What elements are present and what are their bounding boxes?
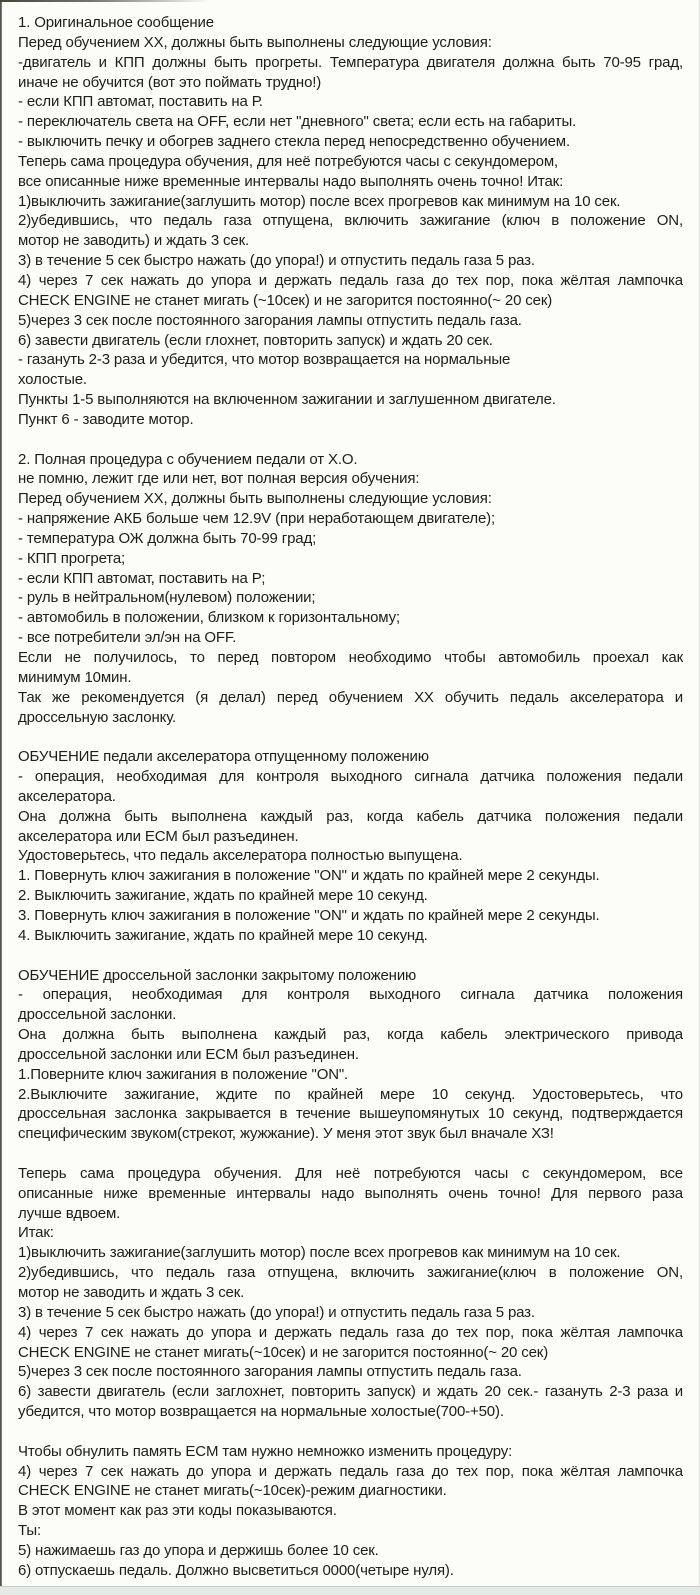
text-line: 5)через 3 сек после постоянного загорания лампы отпустить педаль газа. [18,1363,522,1381]
text-line: убедится, что мотор возвращается на нормальные холостые(700-+50). [18,1403,504,1421]
text-line: Перед обучением ХХ, должны быть выполнены следующие условия: [18,33,492,51]
text-line: 2.Выключите зажигание, ждите по крайней мере 10 секунд. Удостоверьтесь, что [18,1085,683,1103]
text-line: 1.Поверните ключ зажигания в положение "ON". [18,1065,349,1083]
text-line: мотор не заводить и ждать 3 сек. [18,1284,245,1301]
text-line: Если не получилось, то перед повтором необходимо чтобы автомобиль проехал как [18,649,683,666]
text-line: Перед обучением ХХ, должны быть выполнены следующие условия: [18,490,492,508]
text-line: 2)убедившись, что педаль газа отпущена, включить зажигание(ключ в положение ON, [18,1264,683,1282]
text-line: 6) завести двигатель (если заглохнет, повторить запуск) и ждать 20 сек.- газануть 2-3 раза и [18,1383,683,1401]
text-line: Пункт 6 - заводите мотор. [18,410,194,428]
text-line: 5) нажимаешь газ до упора и держишь более 10 сек. [18,1541,379,1559]
text-line: Теперь сама процедура обучения. Для неё потребуются часы с секундомером, все [18,1164,683,1182]
blank-line [18,430,683,450]
text-line: 4) через 7 сек нажать до упора и держать педаль газа до тех пор, пока жёлтая лампочка [18,1323,683,1341]
text-line: 1. Повернуть ключ зажигания в положение "ON" и ждать по крайней мере 2 секунды. [18,867,600,885]
blank-line [18,727,683,747]
text-line: дроссельную заслонку. [18,708,177,726]
text-line: CHECK ENGINE не станет мигать(~10сек)-режим диагностики. [18,1482,447,1500]
text-line: Ты: [18,1522,42,1540]
text-line: Итак: [18,1224,54,1242]
text-line: минимум 10мин. [18,668,132,686]
text-line: - если КПП автомат, поставить на Р. [18,93,263,111]
text-line: ОБУЧЕНИЕ дроссельной заслонки закрытому положению [18,966,417,984]
left-edge-shadow [0,0,2,1588]
text-line: - температура ОЖ должна быть 70-99 град; [18,529,317,547]
text-line: -двигатель и КПП должны быть прогреты. Температура двигателя должна быть 70-95 град, [18,53,683,71]
text-line: дроссельной заслонки. [18,1006,177,1024]
text-line: 4. Выключить зажигание, ждать по крайней мере 10 секунд. [18,926,428,944]
text-line: холостые. [18,371,87,389]
text-line: Чтобы обнулить память ECM там нужно немножко изменить процедуру: [18,1442,513,1460]
blank-line [18,1144,683,1164]
text-line: иначе не обучится (вот это поймать трудно!) [18,73,322,91]
text-line: 3) в течение 5 сек быстро нажать (до упора!) и отпустить педаль газа 5 раз. [18,252,535,270]
text-line: дроссельной заслонки или ECM был разъединен. [18,1045,359,1063]
text-line: 2. Выключить зажигание, ждать по крайней мере 10 секунд. [18,887,428,905]
text-line: 2. Полная процедура с обучением педали от Х.О. [18,450,358,468]
text-line: 1. Оригинальное сообщение [18,14,214,31]
text-line: 1)выключить зажигание(заглушить мотор) после всех прогревов как минимум на 10 сек. [18,192,621,210]
text-line: специфическим звуком(стрекот, жужжание). У меня этот звук был вначале ХЗ! [18,1125,554,1143]
text-line: ОБУЧЕНИЕ педали акселератора отпущенному положению [18,748,429,766]
blank-line [18,1422,683,1442]
text-line: Пункты 1-5 выполняются на включенном зажигании и заглушенном двигателе. [18,391,556,409]
text-line: Так же рекомендуется (я делал) перед обучением ХХ обучить педаль акселератора и [18,688,683,706]
text-line: - все потребители эл/эн на OFF. [18,629,237,647]
text-line: - если КПП автомат, поставить на Р; [18,569,266,587]
text-line: - газануть 2-3 раза и убедится, что мотор возвращается на нормальные [18,351,511,369]
text-line: - автомобиль в положении, близком к горизонтальному; [18,609,401,627]
text-line: не помню, лежит где или нет, вот полная версия обучения: [18,470,420,488]
text-line: акселератора. [18,787,116,805]
blank-line [18,946,683,966]
text-line: 1)выключить зажигание(заглушить мотор) после всех прогревов как минимум на 10 сек. [18,1244,621,1262]
text-line: 6) отпускаешь педаль. Должно высветиться 0000(четыре нуля). [18,1561,454,1579]
text-line: 3. Повернуть ключ зажигания в положение "ON" и ждать по крайней мере 2 секунды. [18,906,600,924]
text-line: мотор не заводить) и ждать 3 сек. [18,232,250,250]
text-line: CHECK ENGINE не станет мигать (~10сек) и не загорится постоянно(~ 20 сек) [18,291,553,309]
text-line: описанные ниже временные интервалы надо выполнять очень точно! Для первого раза [18,1184,683,1202]
text-line: лучше вдвоем. [18,1204,121,1222]
text-line: 5)через 3 сек после постоянного загорания лампы отпустить педаль газа. [18,311,522,329]
text-line: CHECK ENGINE не станет мигать(~10сек) и не загорится постоянно(~ 20 сек) [18,1343,549,1361]
text-line: Она должна быть выполнена каждый раз, когда кабель электрического привода [18,1026,683,1044]
text-line: 4) через 7 сек нажать до упора и держать педаль газа до тех пор, пока жёлтая лампочка [18,1462,683,1480]
text-line: 3) в течение 5 сек быстро нажать (до упора!) и отпустить педаль газа 5 раз. [18,1303,535,1321]
text-line: Удостоверьтесь, что педаль акселератора полностью выпущена. [18,847,463,865]
top-edge-shadow [0,0,210,2]
document-text [18,13,683,1581]
text-line: - КПП прогрета; [18,549,126,567]
text-line: Теперь сама процедура обучения, для неё потребуются часы с секундомером, [18,152,559,170]
text-line: 4) через 7 сек нажать до упора и держать педаль газа до тех пор, пока жёлтая лампочка [18,271,683,289]
text-line: - операция, необходимая для контроля выходного сигнала датчика положения педали [18,768,683,786]
text-line: дроссельная заслонка закрывается в течение вышеупомянутых 10 секунд, подтверждается [18,1105,683,1123]
bottom-edge-strip [0,1586,700,1595]
text-line: - операция, необходимая для контроля выходного сигнала датчика положения [18,986,683,1004]
text-line: все описанные ниже временные интервалы надо выполнять очень точно! Итак: [18,172,564,190]
text-line: - выключить печку и обогрев заднего стекла перед непосредственно обучением. [18,133,570,151]
text-line: В этот момент как раз эти коды показываются. [18,1502,337,1520]
text-line: - руль в нейтральном(нулевом) положении; [18,589,316,607]
text-line: 6) завести двигатель (если глохнет, повторить запуск) и ждать 20 сек. [18,331,493,349]
text-line: Она должна быть выполнена каждый раз, когда кабель датчика положения педали [18,807,683,825]
text-line: 2)убедившись, что педаль газа отпущена, включить зажигание (ключ в положение ON, [18,212,683,230]
text-line: - переключатель света на OFF, если нет "дневного" света; если есть на габариты. [18,113,577,131]
text-line: акселератора или ECM был разъединен. [18,827,299,845]
text-line: - напряжение АКБ больше чем 12.9V (при неработающем двигателе); [18,510,496,528]
